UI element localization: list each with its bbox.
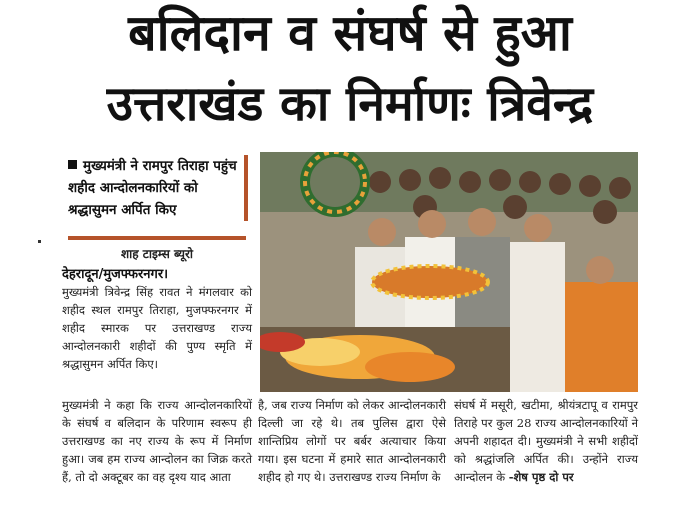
body-paragraph-2: मुख्यमंत्री ने कहा कि राज्य आन्दोलनकारियों के संघर्ष व बलिदान के परिणाम स्वरूप ही उत्तराखण्ड का नए राज्य के रूप में निर्माण हुआ। जब हम राज्य आन्दोलन का जिक्र करते हैं, तो दो अक्टूबर का वह दृश्य याद आता bbox=[62, 398, 252, 484]
bullet-square-icon bbox=[68, 160, 77, 169]
stray-dot bbox=[38, 240, 41, 243]
dateline: देहरादून/मुजफ्फरनगर। bbox=[62, 267, 169, 282]
body-column-3-text: संघर्ष में मसूरी, खटीमा, श्रीयंत्रटापू व रामपुर तिराहे पर कुल 28 राज्य आन्दोलनकारियों ने अपनी शहादत दी। मुख्यमंत्री ने सभी शहीदों को श्रद्धांजलि अर्पित की। उन्होंने राज्य आन्दोलन के bbox=[454, 398, 638, 484]
body-column-3 bbox=[454, 396, 638, 486]
news-photo-illustration bbox=[260, 152, 638, 392]
continued-note: -शेष पृष्ठ दो पर bbox=[508, 470, 574, 484]
subheadline-text: मुख्यमंत्री ने रामपुर तिराहा पहुंच शहीद आन्दोलनकारियों को श्रद्धासुमन अर्पित किए bbox=[68, 158, 237, 218]
subheadline bbox=[68, 155, 248, 221]
news-photo bbox=[260, 152, 638, 392]
headline-line-1: बलिदान व संघर्ष से हुआ bbox=[128, 4, 572, 62]
subheadline-rule bbox=[68, 236, 246, 240]
body-paragraph-1: मुख्यमंत्री त्रिवेन्द्र सिंह रावत ने मंगलवार को शहीद स्थल रामपुर तिराहा, मुजफ्फरनगर में शहीद स्मारक पर उत्तराखण्ड राज्य आन्दोलनकारी शहीदों की पुण्य स्मृति में श्रद्धासुमन अर्पित किए। bbox=[62, 285, 252, 371]
body-column-2: है, जब राज्य निर्माण को लेकर आन्दोलनकारी दिल्ली जा रहे थे। तब पुलिस द्वारा ऐसे शान्तिप्रिय लोगों पर बर्बर अत्याचार किया गया। इस घटना में हमारे सात आन्दोलनकारी शहीद हो गए थे। उत्तराखण्ड राज्य निर्माण के bbox=[258, 398, 446, 484]
byline: शाह टाइम्स ब्यूरो bbox=[120, 247, 194, 261]
headline-line-2: उत्तराखंड का निर्माणः त्रिवेन्द्र bbox=[106, 76, 594, 132]
